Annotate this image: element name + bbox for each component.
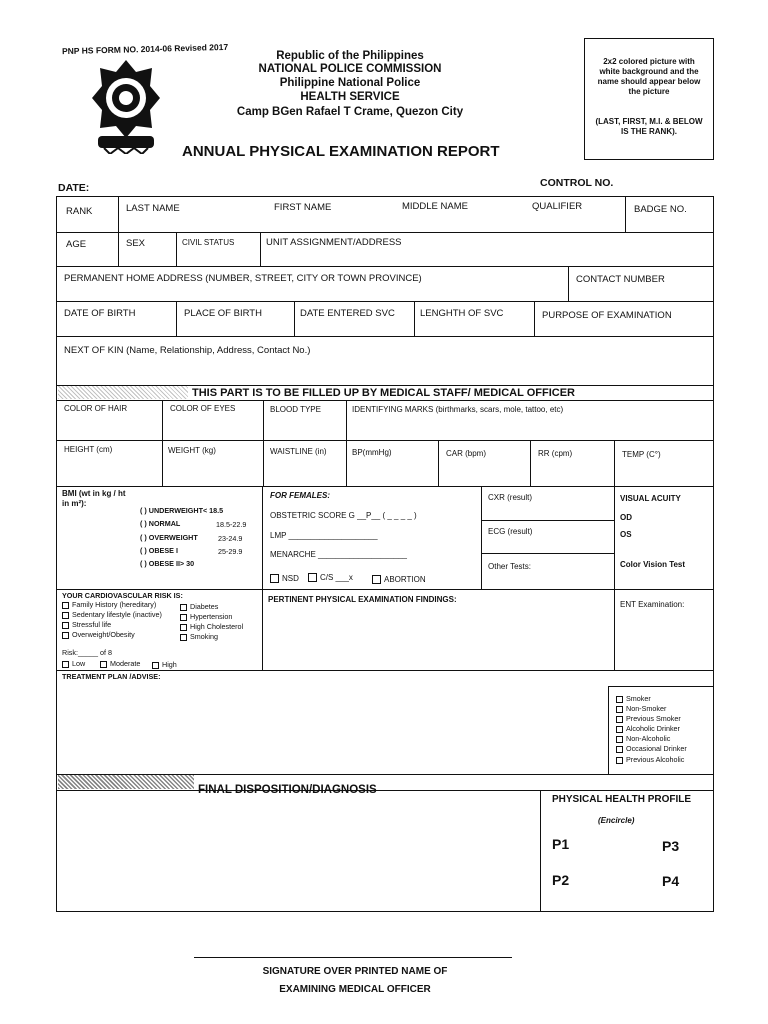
smoking-checkbox[interactable] [180, 634, 187, 641]
profile-p4[interactable]: P4 [662, 873, 680, 889]
bp-label: BP(mmHg) [352, 448, 392, 457]
header-pnp: Philippine National Police [279, 77, 421, 89]
risk-high[interactable]: High [152, 660, 177, 669]
bmi-label: BMI (wt in kg / ht in m²): [62, 489, 126, 508]
visual-acuity-label: VISUAL ACUITY [620, 494, 681, 503]
profile-p1[interactable]: P1 [552, 836, 570, 852]
final-band-shade [58, 775, 194, 789]
overweight-checkbox[interactable] [62, 632, 69, 639]
home-address-label: PERMANENT HOME ADDRESS (NUMBER, STREET, CITY OR TOWN PROVINCE) [64, 273, 422, 284]
header-camp: Camp BGen Rafael T Crame, Quezon City [236, 106, 464, 118]
bmi-normal: ( ) NORMAL [140, 519, 181, 528]
last-name-label: LAST NAME [126, 203, 180, 214]
low-checkbox[interactable] [62, 661, 69, 668]
risk-low[interactable]: Low [62, 659, 85, 668]
date-of-birth-label: DATE OF BIRTH [64, 308, 136, 319]
bmi-obese-1: ( ) OBESE I [140, 546, 178, 555]
risk-sedentary[interactable]: Sedentary lifestyle (inactive) [62, 610, 162, 619]
header-napolcom: NATIONAL POLICE COMMISSION [258, 63, 442, 75]
lmp-label: LMP ____________________ [270, 531, 378, 540]
smoker-checkbox[interactable] [616, 696, 623, 703]
risk-overweight[interactable]: Overweight/Obesity [62, 630, 135, 639]
age-label: AGE [66, 239, 87, 250]
other-tests-label: Other Tests: [488, 562, 531, 571]
cs-option[interactable]: C/S ___x [308, 573, 353, 582]
risk-diabetes[interactable]: Diabetes [180, 602, 218, 611]
bmi-overweight: ( ) OVERWEIGHT [140, 533, 198, 542]
previous-alcoholic-checkbox[interactable] [616, 757, 623, 764]
bmi-normal-range: 18.5-22.9 [216, 520, 247, 529]
risk-cholesterol[interactable]: High Cholesterol [180, 622, 243, 631]
previous-smoker-checkbox[interactable] [616, 716, 623, 723]
bmi-underweight: ( ) UNDERWEIGHT< 18.5 [140, 506, 224, 515]
ent-examination-label: ENT Examination: [620, 600, 685, 609]
bmi-overweight-range: 23-24.9 [218, 534, 243, 543]
hair-color-label: COLOR OF HAIR [64, 404, 128, 413]
habit-previous-alcoholic[interactable]: Previous Alcoholic [616, 755, 684, 764]
menarche-label: MENARCHE ____________________ [270, 550, 407, 559]
bmi-obese-2: ( ) OBESE II> 30 [140, 559, 195, 568]
high-checkbox[interactable] [152, 662, 159, 669]
header-republic: Republic of the Philippines [276, 50, 424, 62]
unit-assignment-label: UNIT ASSIGNMENT/ADDRESS [266, 237, 402, 248]
control-number-label: CONTROL NO. [540, 177, 614, 189]
risk-moderate[interactable]: Moderate [100, 659, 140, 668]
diabetes-checkbox[interactable] [180, 604, 187, 611]
weight-label: WEIGHT (kg) [168, 446, 216, 455]
car-label: CAR (bpm) [446, 449, 487, 458]
od-label: OD [620, 513, 632, 522]
qualifier-label: QUALIFIER [532, 201, 583, 212]
length-of-svc-label: LENGHTH OF SVC [420, 308, 504, 319]
sedentary-checkbox[interactable] [62, 612, 69, 619]
form-number: PNP HS FORM NO. 2014-06 Revised 2017 [61, 41, 229, 57]
ecg-label: ECG (result) [488, 527, 533, 536]
signature-caption-1: SIGNATURE OVER PRINTED NAME OF [262, 966, 448, 977]
temp-label: TEMP (C°) [622, 450, 661, 459]
habit-non-smoker[interactable]: Non-Smoker [616, 704, 666, 713]
signature-caption-2: EXAMINING MEDICAL OFFICER [279, 984, 431, 995]
civil-status-label: CIVIL STATUS [182, 238, 235, 247]
date-entered-svc-label: DATE ENTERED SVC [300, 308, 395, 319]
date-label: DATE: [58, 182, 90, 194]
contact-number-label: CONTACT NUMBER [576, 274, 665, 285]
header-health-service: HEALTH SERVICE [300, 91, 400, 103]
waistline-label: WAISTLINE (in) [270, 447, 327, 456]
middle-name-label: MIDDLE NAME [402, 201, 468, 212]
photo-instructions: 2x2 colored picture with white background and the name should appear below the picture [597, 57, 701, 96]
height-label: HEIGHT (cm) [64, 445, 113, 454]
profile-p2[interactable]: P2 [552, 872, 570, 888]
eye-color-label: COLOR OF EYES [170, 404, 236, 413]
risk-score: Risk:_____ of 8 [62, 648, 112, 657]
habit-occasional-drinker[interactable]: Occasional Drinker [616, 744, 687, 753]
abortion-checkbox[interactable] [372, 575, 381, 584]
treatment-plan-label: TREATMENT PLAN /ADVISE: [62, 672, 161, 681]
risk-smoking[interactable]: Smoking [180, 632, 218, 641]
nsd-option[interactable]: NSD [270, 574, 299, 583]
rank-label: RANK [66, 206, 93, 217]
blood-type-label: BLOOD TYPE [270, 405, 321, 414]
cs-checkbox[interactable] [308, 573, 317, 582]
cholesterol-checkbox[interactable] [180, 624, 187, 631]
obstetric-score-label: OBSTETRIC SCORE G __P__ ( _ _ _ _ ) [270, 511, 417, 520]
habit-alcoholic[interactable]: Alcoholic Drinker [616, 724, 680, 733]
health-profile-title: PHYSICAL HEALTH PROFILE [552, 794, 692, 805]
moderate-checkbox[interactable] [100, 661, 107, 668]
pertinent-findings-label: PERTINENT PHYSICAL EXAMINATION FINDINGS: [268, 595, 457, 604]
next-of-kin-label: NEXT OF KIN (Name, Relationship, Address, Contact No.) [64, 345, 311, 356]
identifying-marks-label: IDENTIFYING MARKS (birthmarks, scars, mole, tattoo, etc) [352, 405, 564, 414]
purpose-of-examination-label: PURPOSE OF EXAMINATION [542, 310, 672, 321]
alcoholic-checkbox[interactable] [616, 726, 623, 733]
os-label: OS [620, 530, 632, 539]
bmi-obese-1-range: 25-29.9 [218, 547, 243, 556]
pnp-seal-icon [90, 58, 162, 154]
medical-section-header: THIS PART IS TO BE FILLED UP BY MEDICAL STAFF/ MEDICAL OFFICER [192, 387, 575, 399]
place-of-birth-label: PLACE OF BIRTH [184, 308, 262, 319]
stressful-checkbox[interactable] [62, 622, 69, 629]
risk-hypertension[interactable]: Hypertension [180, 612, 232, 621]
rr-label: RR (cpm) [538, 449, 573, 458]
photo-box [584, 38, 714, 160]
non-alcoholic-checkbox[interactable] [616, 736, 623, 743]
signature-line [194, 957, 512, 958]
risk-family-history[interactable]: Family History (hereditary) [62, 600, 156, 609]
abortion-option[interactable]: ABORTION [372, 575, 426, 584]
non-smoker-checkbox[interactable] [616, 706, 623, 713]
color-vision-label: Color Vision Test [620, 560, 686, 569]
nsd-checkbox[interactable] [270, 574, 279, 583]
hypertension-checkbox[interactable] [180, 614, 187, 621]
first-name-label: FIRST NAME [274, 202, 332, 213]
females-label: FOR FEMALES: [270, 491, 330, 500]
sex-label: SEX [126, 238, 146, 249]
final-disposition-header: FINAL DISPOSITION/DIAGNOSIS [198, 784, 377, 796]
habit-non-alcoholic[interactable]: Non-Alcoholic [616, 734, 670, 743]
band-shade [58, 386, 188, 399]
habit-smoker[interactable]: Smoker [616, 694, 651, 703]
family-history-checkbox[interactable] [62, 602, 69, 609]
profile-p3[interactable]: P3 [662, 838, 680, 854]
cxr-label: CXR (result) [488, 493, 533, 502]
page-title: ANNUAL PHYSICAL EXAMINATION REPORT [182, 143, 500, 160]
photo-name-instructions: (LAST, FIRST, M.I. & BELOW IS THE RANK). [595, 117, 703, 136]
encircle-label: (Encircle) [598, 816, 635, 825]
occasional-drinker-checkbox[interactable] [616, 746, 623, 753]
habit-previous-smoker[interactable]: Previous Smoker [616, 714, 681, 723]
risk-stressful[interactable]: Stressful life [62, 620, 111, 629]
badge-number-label: BADGE NO. [634, 204, 687, 215]
cardio-risk-title: YOUR CARDIOVASCULAR RISK IS: [62, 591, 183, 600]
